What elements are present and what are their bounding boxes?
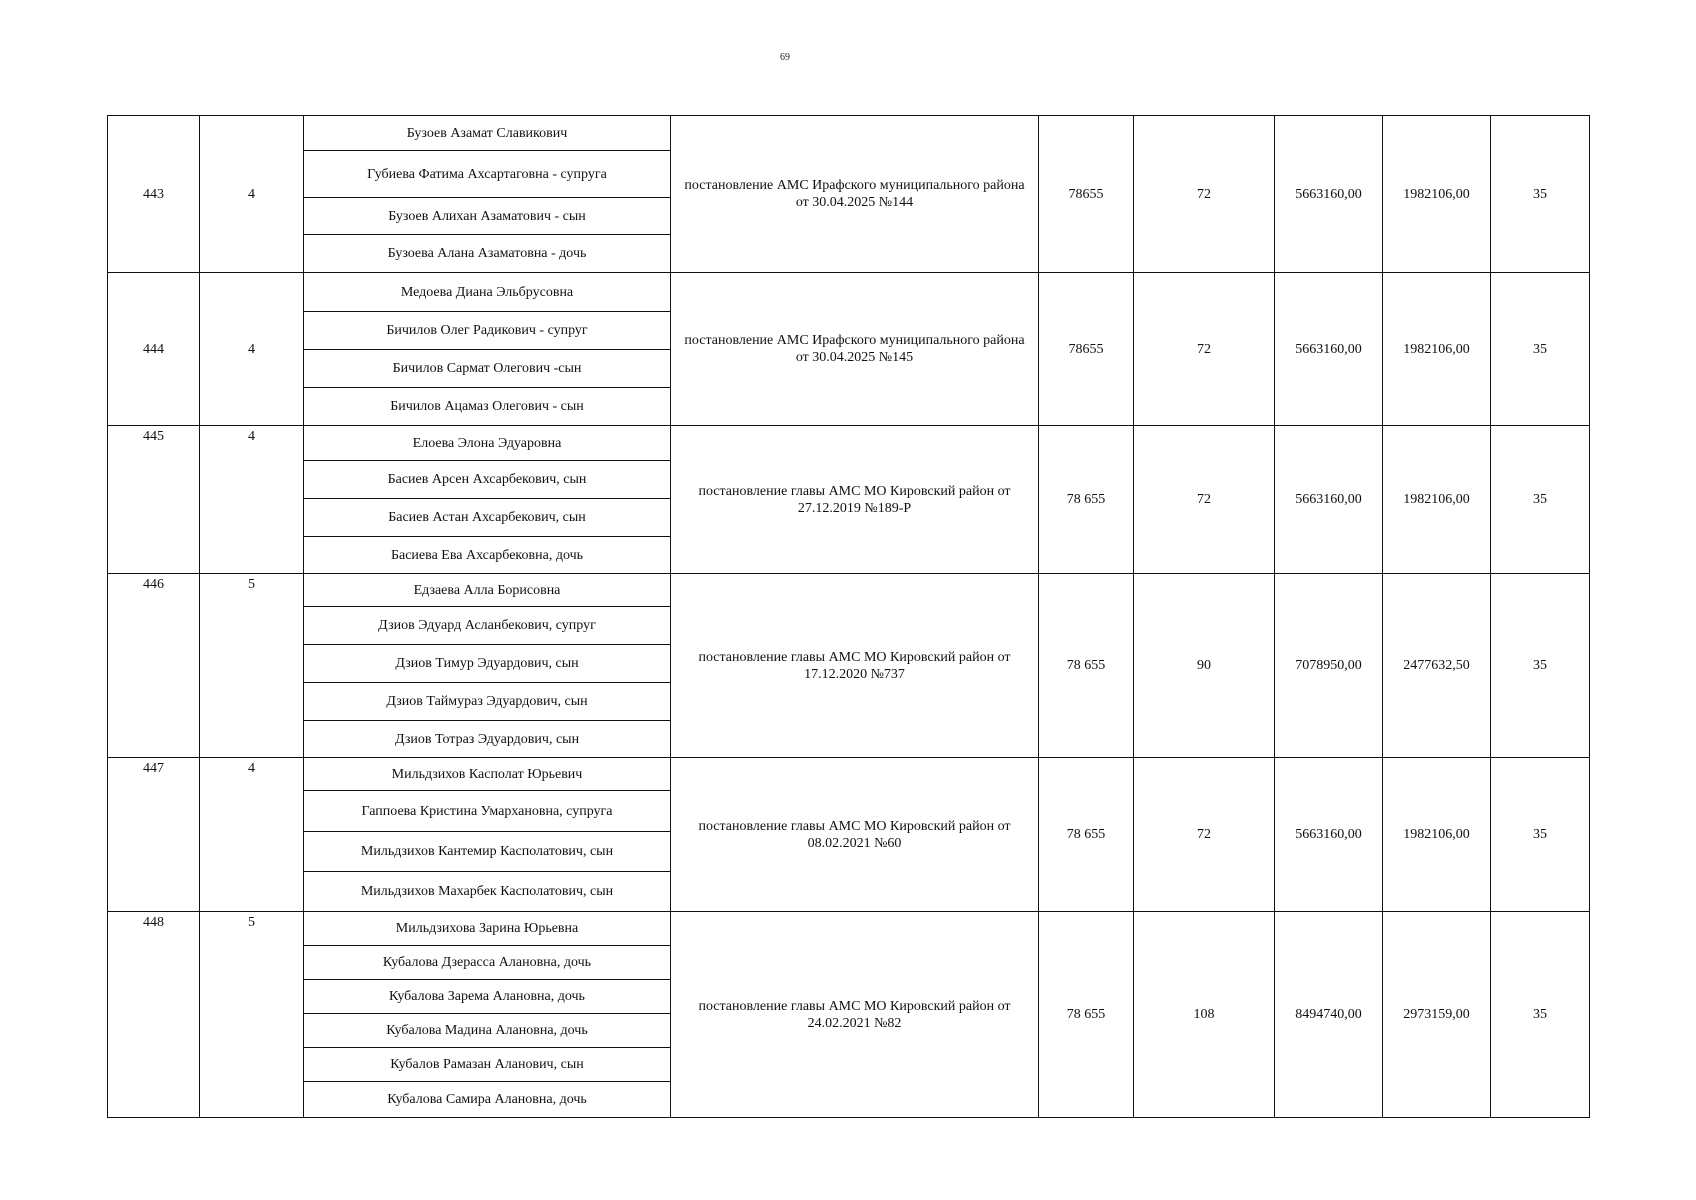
decree-text-line: от 30.04.2025 №145 (795, 350, 914, 365)
table-row (108, 426, 1590, 461)
subsidy-amount: 2973159,00 (1383, 912, 1491, 1118)
family-member-name: Мильдзихов Махарбек Касполатович, сын (304, 872, 671, 912)
price-per-sqm: 78 655 (1039, 426, 1134, 574)
record-number: 445 (108, 426, 200, 574)
family-member-name: Мильдзихова Зарина Юрьевна (304, 912, 671, 946)
family-member-name: Кубалова Дзерасса Алановна, дочь (304, 946, 671, 980)
decree-reference (671, 758, 1039, 912)
family-member-name: Кубалова Зарема Алановна, дочь (304, 980, 671, 1014)
price-per-sqm: 78 655 (1039, 574, 1134, 758)
family-member-name: Бичилов Сармат Олегович -сын (304, 350, 671, 388)
family-member-name: Едзаева Алла Борисовна (304, 574, 671, 607)
family-size: 4 (200, 116, 304, 273)
family-member-name: Бичилов Олег Радикович - супруг (304, 312, 671, 350)
subsidy-percent: 35 (1491, 912, 1590, 1118)
total-cost: 5663160,00 (1275, 273, 1383, 426)
decree-text-line: постановление главы АМС МО Кировский район от 27.12.2019 №189-Р (698, 483, 1011, 516)
table-row (108, 574, 1590, 607)
decree-text-line: постановление главы АМС МО Кировский район от 08.02.2021 №60 (698, 818, 1011, 851)
subsidy-percent: 35 (1491, 426, 1590, 574)
subsidy-amount: 1982106,00 (1383, 273, 1491, 426)
record-number: 447 (108, 758, 200, 912)
family-member-name: Кубалова Мадина Алановна, дочь (304, 1014, 671, 1048)
decree-reference (671, 273, 1039, 426)
table-row (108, 116, 1590, 151)
total-cost: 5663160,00 (1275, 758, 1383, 912)
housing-subsidy-registry-table (107, 115, 1590, 1118)
subsidy-percent: 35 (1491, 758, 1590, 912)
family-member-name: Бузоев Алихан Азаматович - сын (304, 198, 671, 235)
total-cost: 8494740,00 (1275, 912, 1383, 1118)
subsidy-amount: 1982106,00 (1383, 426, 1491, 574)
registry-body (108, 116, 1590, 1118)
price-per-sqm: 78655 (1039, 116, 1134, 273)
decree-reference (671, 574, 1039, 758)
decree-reference (671, 912, 1039, 1118)
record-number: 444 (108, 273, 200, 426)
family-size: 4 (200, 758, 304, 912)
total-cost: 5663160,00 (1275, 426, 1383, 574)
family-member-name: Бузоева Алана Азаматовна - дочь (304, 235, 671, 273)
price-per-sqm: 78 655 (1039, 912, 1134, 1118)
family-member-name: Елоева Элона Эдуаровна (304, 426, 671, 461)
subsidy-percent: 35 (1491, 574, 1590, 758)
family-member-name: Губиева Фатима Ахсартаговна - супруга (304, 151, 671, 198)
total-cost: 7078950,00 (1275, 574, 1383, 758)
page-number: 69 (780, 52, 790, 63)
decree-text-line: постановление главы АМС МО Кировский район от 24.02.2021 №82 (698, 998, 1011, 1031)
family-member-name: Мильдзихов Кантемир Касполатович, сын (304, 832, 671, 872)
subsidy-amount: 1982106,00 (1383, 116, 1491, 273)
record-number: 448 (108, 912, 200, 1118)
family-size: 5 (200, 912, 304, 1118)
subsidy-percent: 35 (1491, 273, 1590, 426)
family-member-name: Басиева Ева Ахсарбековна, дочь (304, 537, 671, 574)
subsidy-amount: 1982106,00 (1383, 758, 1491, 912)
price-per-sqm: 78 655 (1039, 758, 1134, 912)
family-member-name: Медоева Диана Эльбрусовна (304, 273, 671, 312)
table-row (108, 273, 1590, 312)
decree-reference (671, 426, 1039, 574)
family-member-name: Дзиов Тотраз Эдуардович, сын (304, 721, 671, 758)
apartment-area: 90 (1134, 574, 1275, 758)
record-number: 443 (108, 116, 200, 273)
apartment-area: 108 (1134, 912, 1275, 1118)
family-member-name: Кубалов Рамазан Аланович, сын (304, 1048, 671, 1082)
subsidy-amount: 2477632,50 (1383, 574, 1491, 758)
table-row (108, 758, 1590, 791)
record-number: 446 (108, 574, 200, 758)
family-member-name: Дзиов Таймураз Эдуардович, сын (304, 683, 671, 721)
subsidy-percent: 35 (1491, 116, 1590, 273)
family-member-name: Дзиов Эдуард Асланбекович, супруг (304, 607, 671, 645)
apartment-area: 72 (1134, 116, 1275, 273)
decree-text-line: постановление АМС Ирафского муниципального района от 30.04.2025 №144 (684, 178, 1025, 210)
decree-reference (671, 116, 1039, 273)
family-member-name: Бичилов Ацамаз Олегович - сын (304, 388, 671, 426)
family-member-name: Дзиов Тимур Эдуардович, сын (304, 645, 671, 683)
family-size: 4 (200, 426, 304, 574)
apartment-area: 72 (1134, 273, 1275, 426)
family-member-name: Басиев Арсен Ахсарбекович, сын (304, 461, 671, 499)
decree-text-line: постановление главы АМС МО Кировский район от 17.12.2020 №737 (698, 649, 1011, 682)
family-member-name: Кубалова Самира Алановна, дочь (304, 1082, 671, 1118)
family-member-name: Бузоев Азамат Славикович (304, 116, 671, 151)
family-size: 5 (200, 574, 304, 758)
family-size: 4 (200, 273, 304, 426)
family-member-name: Басиев Астан Ахсарбекович, сын (304, 499, 671, 537)
total-cost: 5663160,00 (1275, 116, 1383, 273)
family-member-name: Мильдзихов Касполат Юрьевич (304, 758, 671, 791)
price-per-sqm: 78655 (1039, 273, 1134, 426)
table-row (108, 912, 1590, 946)
decree-text-line: постановление АМС Ирафского муниципального района (684, 333, 1025, 348)
apartment-area: 72 (1134, 426, 1275, 574)
family-member-name: Гаппоева Кристина Умархановна, супруга (304, 791, 671, 832)
apartment-area: 72 (1134, 758, 1275, 912)
